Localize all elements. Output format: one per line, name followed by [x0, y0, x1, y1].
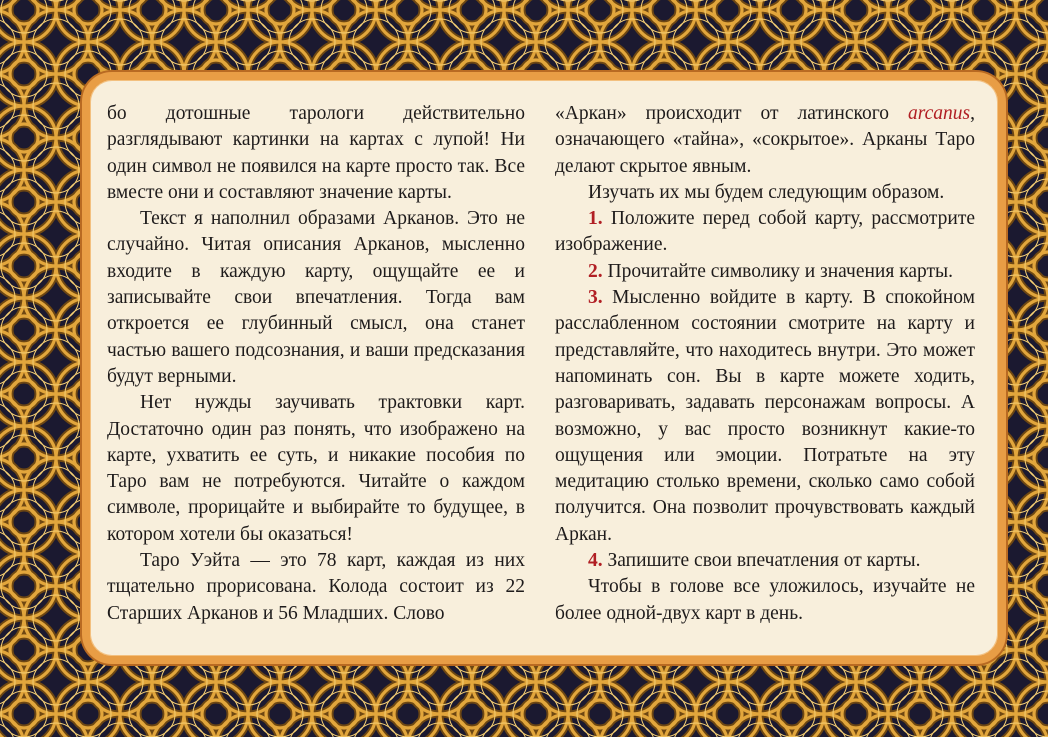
latin-term: arcanus [908, 103, 971, 124]
paragraph: Таро Уэйта — это 78 карт, каждая из них тщательно прорисована. Колода состоит из 22 Старших Арканов и 56 Младших. Слово [107, 550, 525, 624]
step-text: Прочитайте символику и значения карты. [602, 260, 954, 282]
paragraph: Изучать их мы будем следующим образом. [588, 181, 945, 203]
paragraph: бо дотошные тарологи действительно разглядывают картинки на картах с лупой! Ни один символ не появился на карте просто так. Все вместе они и составляют значение карты. [107, 103, 525, 203]
paragraph [555, 101, 975, 180]
step-text: Запишите свои впечатления от карты. [602, 550, 921, 572]
paragraph: Текст я наполнил образами Арканов. Это не случайно. Читая описания Арканов, мысленно входите в каждую карту, ощущайте ее и записывайте свои впечатления. Тогда вам откроется ее глубинный смысл, она станет частью вашего подсознания, и ваши предсказания будут верными. [107, 208, 525, 387]
step-number: 2. [588, 260, 603, 282]
left-text-column [107, 101, 525, 627]
step-text: Мысленно войдите в карту. В спокойном расслабленном состоянии смотрите на карту и представляйте, что находитесь внутри. Это может напоминать сон. Вы в карте можете ходить, разговаривать, задавать персонажам вопросы. А возможно, у вас просто возникнут какие-то ощущения или эмоции. Потратьте на эту медитацию столько времени, сколько само собой получится. Она позволит прочувствовать каждый Аркан. [555, 287, 975, 545]
step-item [555, 548, 975, 574]
step-item [555, 285, 975, 548]
step-text: Положите перед собой карту, рассмотрите изображение. [555, 208, 975, 256]
text-span: , означающего «тайна», «сокрытое». Арканы Таро делают скрытое явным. [555, 103, 975, 177]
step-number: 1. [588, 208, 603, 230]
step-number: 3. [588, 287, 603, 309]
step-number: 4. [588, 550, 603, 572]
right-text-column [555, 101, 975, 627]
text-span: «Аркан» происходит от латинского [555, 103, 909, 124]
paragraph: Нет нужды заучивать трактовки карт. Достаточно один раз понять, что изображено на карте, ухватить ее суть, и никакие пособия по Таро вам не потребуются. Читайте о каждом символе, прорицайте и выбирайте то будущее, в котором хотели бы оказаться! [107, 392, 525, 545]
text-panel [82, 72, 1006, 664]
step-item [555, 206, 975, 259]
paragraph: Чтобы в голове все уложилось, изучайте не более одной-двух карт в день. [555, 576, 975, 624]
step-item [555, 259, 975, 285]
